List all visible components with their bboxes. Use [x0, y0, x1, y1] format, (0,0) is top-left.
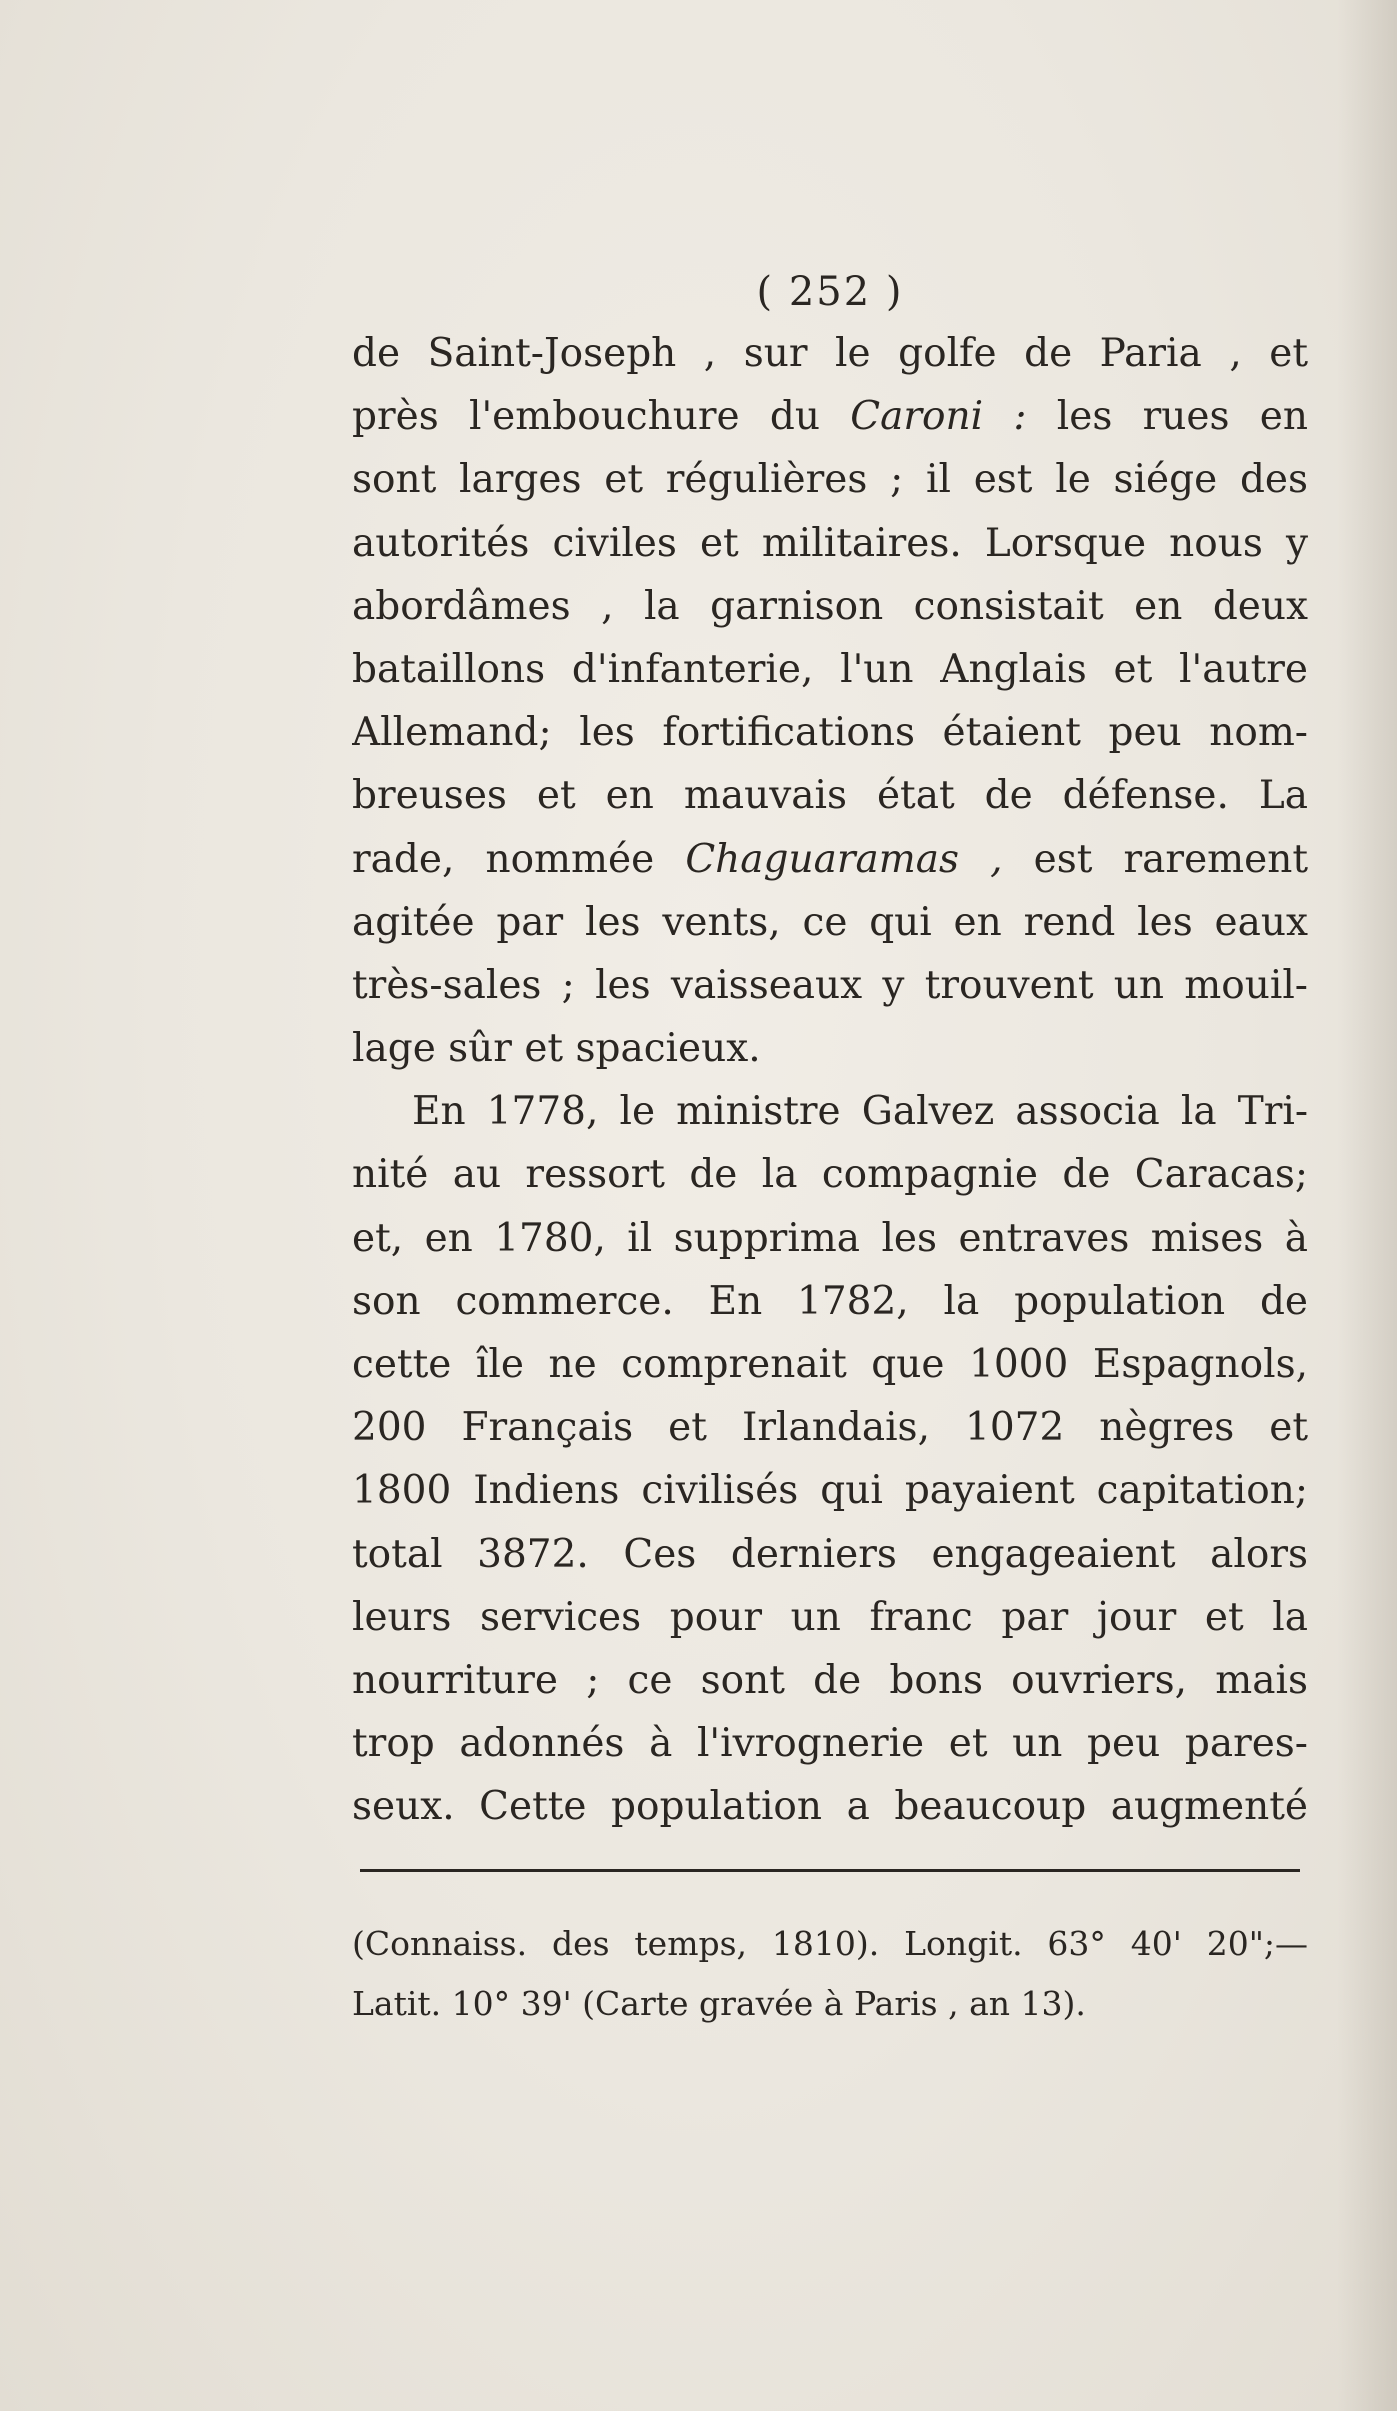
text-span: est rarement [1002, 836, 1308, 882]
body-line-7 [352, 701, 1308, 764]
body-line-9 [352, 828, 1308, 891]
text-block [352, 262, 1308, 2034]
footnote [352, 1914, 1308, 2034]
body-line-20 [352, 1523, 1308, 1586]
text-span: 1800 Indiens civilisés qui payaient capitation; [352, 1468, 1308, 1514]
body-line-23 [352, 1712, 1308, 1775]
body-line-19 [352, 1459, 1308, 1522]
italic-text: Caroni : [850, 394, 1027, 440]
body-line-13 [352, 1080, 1308, 1143]
text-span: son commerce. En 1782, la population de [352, 1278, 1308, 1324]
page-edge-shadow [1337, 0, 1397, 2411]
text-span: près l'embouchure du [352, 394, 851, 440]
footnote-rule [360, 1869, 1300, 1872]
text-span: cette île ne comprenait que 1000 Espagnols, [352, 1342, 1308, 1387]
body-line-1 [352, 322, 1308, 385]
body-line-10 [352, 891, 1308, 954]
text-span: trop adonnés à l'ivrognerie et un peu pares- [352, 1721, 1308, 1767]
body-line-8 [352, 764, 1308, 827]
body-text [352, 322, 1308, 1839]
body-line-3 [352, 448, 1308, 511]
body-line-5 [352, 575, 1308, 638]
body-line-11 [352, 954, 1308, 1017]
text-span: abordâmes , la garnison consistait en deux [352, 583, 1308, 629]
text-span: bataillons d'infanterie, l'un Anglais et l'autre [352, 646, 1308, 692]
text-span: total 3872. Ces derniers engageaient alors [352, 1531, 1308, 1577]
text-span: agitée par les vents, ce qui en rend les eaux [352, 899, 1308, 945]
body-line-22 [352, 1649, 1308, 1712]
text-span: seux. Cette population a beaucoup augmenté [352, 1784, 1308, 1830]
text-span: et, en 1780, il supprima les entraves mises à [352, 1215, 1308, 1261]
text-span: lage sûr et spacieux. [352, 1026, 761, 1072]
text-span: Latit. 10° 39' (Carte gravée à Paris , an 13). [352, 1983, 1086, 2023]
text-span: breuses et en mauvais état de défense. La [352, 773, 1308, 819]
text-span: nourriture ; ce sont de bons ouvriers, mais [352, 1657, 1308, 1703]
text-span: 200 Français et Irlandais, 1072 nègres et [352, 1405, 1308, 1451]
text-span: sont larges et régulières ; il est le siége des [352, 457, 1308, 503]
text-span: leurs services pour un franc par jour et la [352, 1594, 1308, 1640]
body-line-17 [352, 1333, 1308, 1396]
footnote-line-1 [352, 1914, 1308, 1974]
body-line-2 [352, 385, 1308, 448]
body-line-24 [352, 1775, 1308, 1838]
text-span: autorités civiles et militaires. Lorsque nous y [352, 520, 1308, 566]
body-line-16 [352, 1270, 1308, 1333]
text-span: de Saint-Joseph , sur le golfe de Paria , et [352, 331, 1308, 376]
body-line-18 [352, 1396, 1308, 1459]
text-span: Allemand; les fortifications étaient peu nom- [352, 710, 1308, 756]
body-line-15 [352, 1207, 1308, 1270]
body-line-4 [352, 512, 1308, 575]
page-number: ( 252 ) [756, 269, 904, 315]
body-line-6 [352, 638, 1308, 701]
text-span: nité au ressort de la compagnie de Caracas; [352, 1152, 1308, 1198]
body-line-14 [352, 1143, 1308, 1206]
text-span: les rues en [1026, 394, 1308, 440]
italic-text: Chaguaramas , [685, 836, 1003, 882]
body-line-21 [352, 1586, 1308, 1649]
footnote-line-2 [352, 1974, 1308, 2034]
body-line-12 [352, 1017, 1308, 1080]
text-span: (Connaiss. des temps, 1810). Longit. 63° 40' 20";— [352, 1923, 1308, 1963]
text-span: rade, nommée [352, 836, 686, 882]
text-span: très-sales ; les vaisseaux y trouvent un mouil- [352, 962, 1308, 1008]
text-span: En 1778, le ministre Galvez associa la Tri- [412, 1089, 1308, 1135]
